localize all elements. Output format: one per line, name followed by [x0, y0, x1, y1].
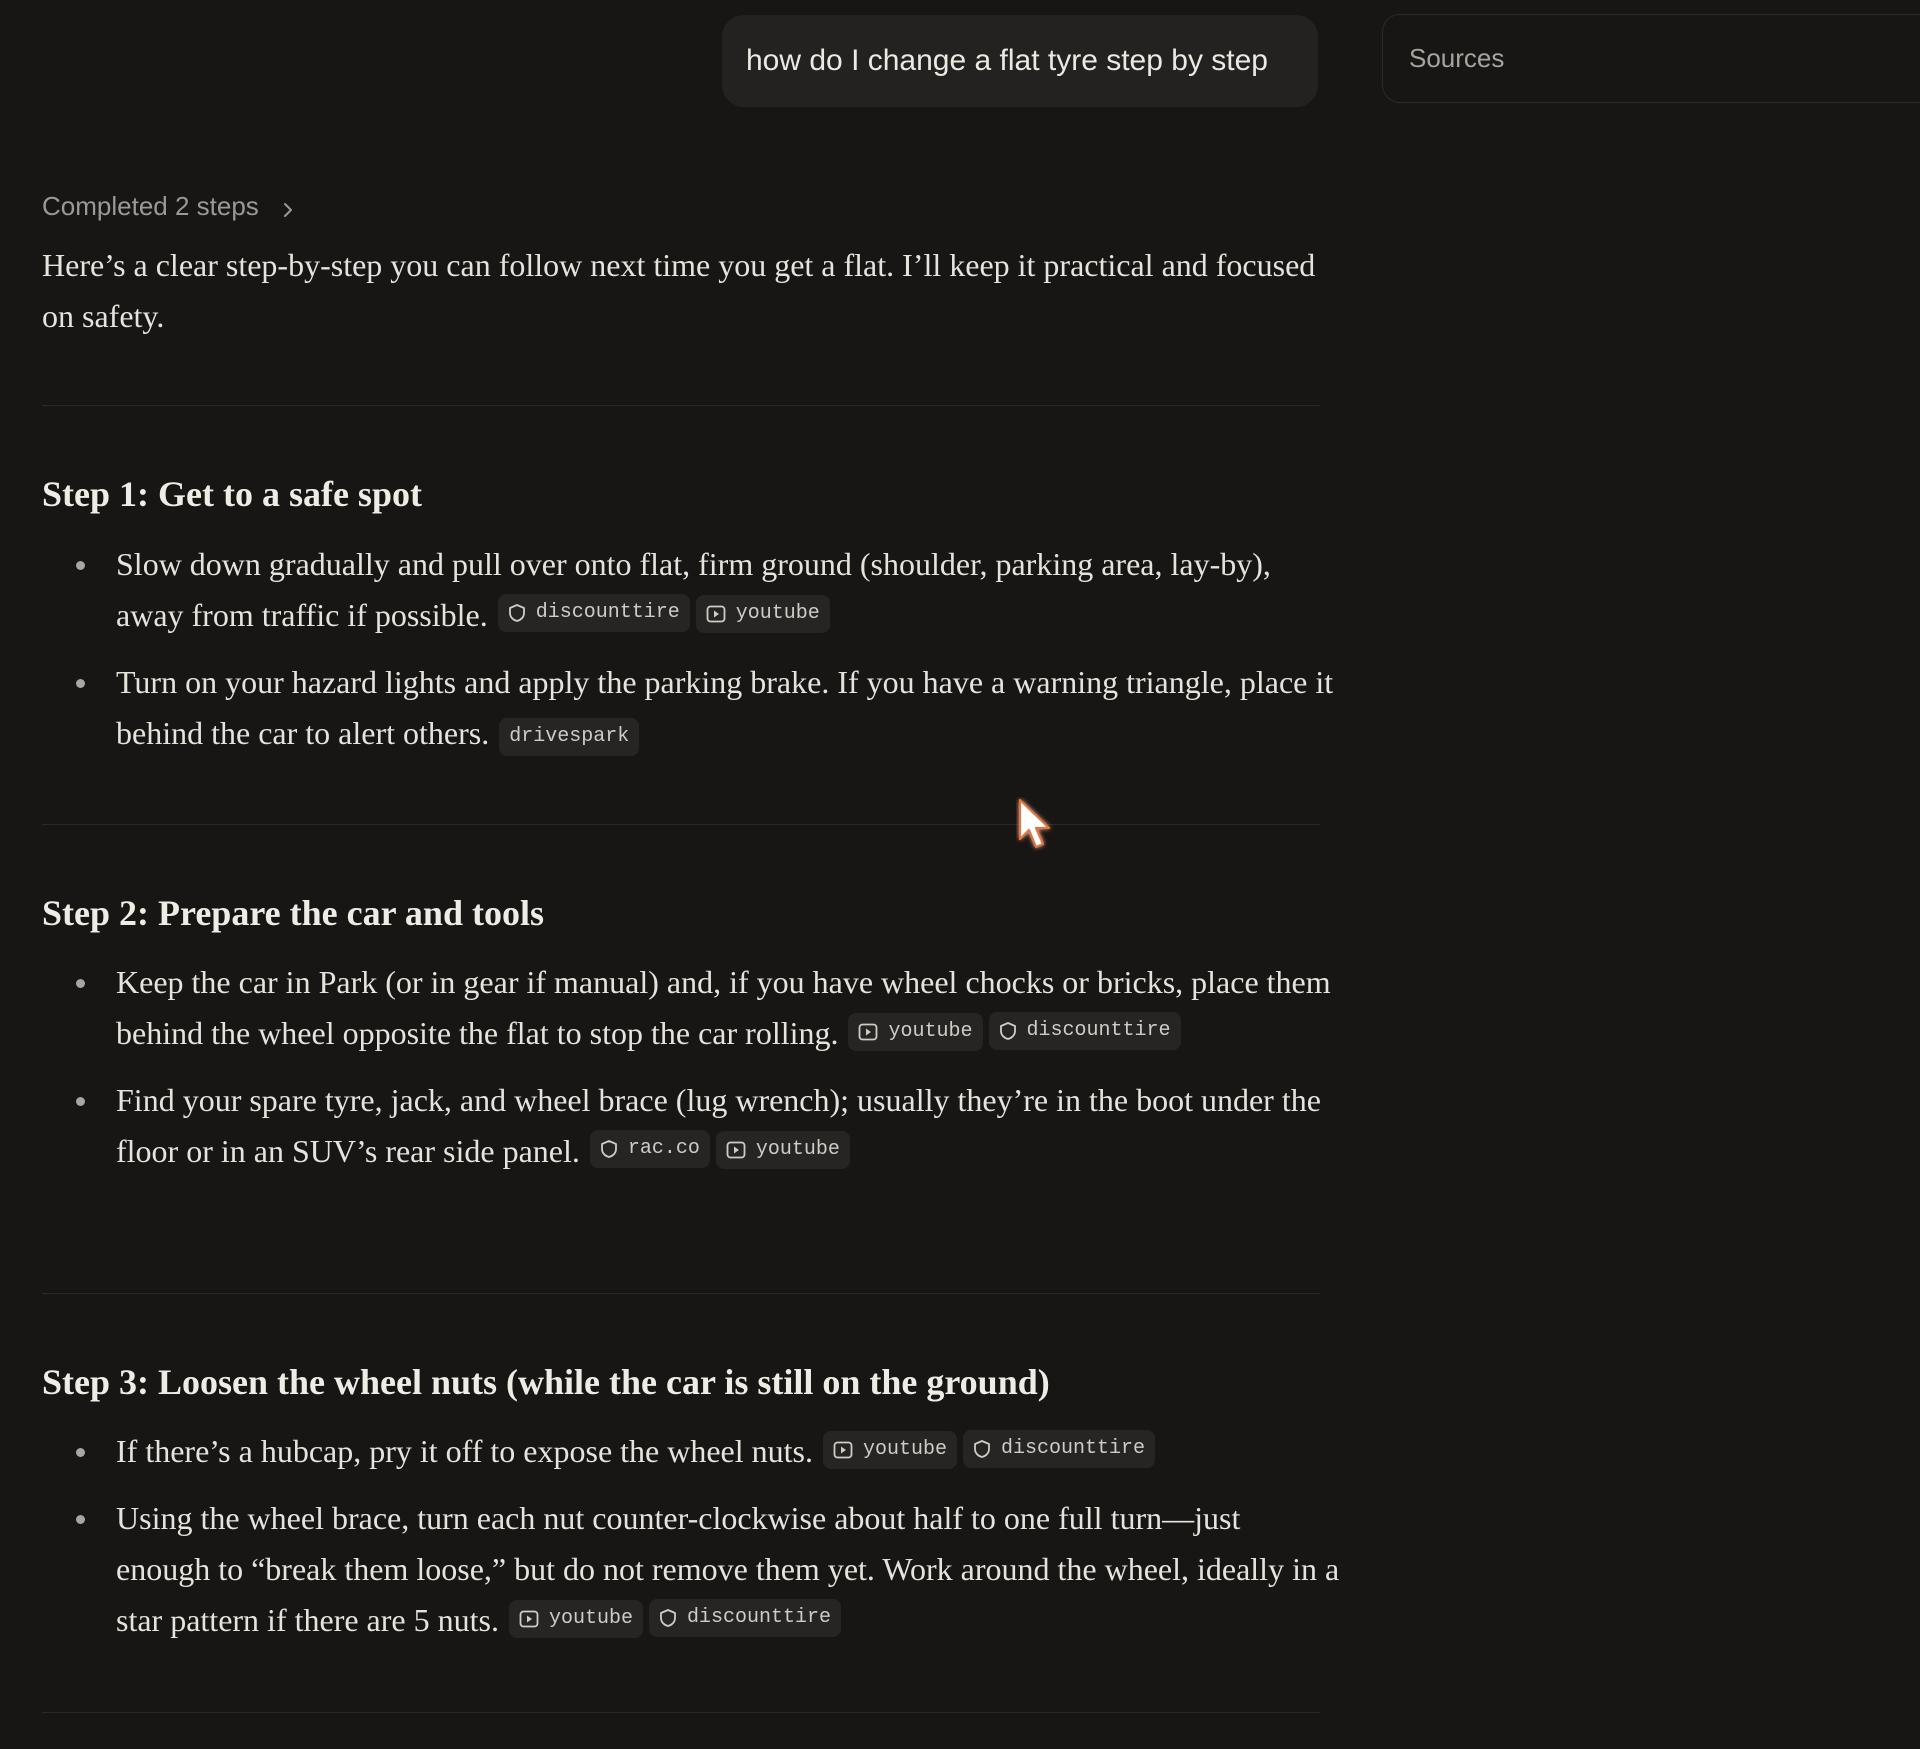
play-icon [858, 1023, 878, 1041]
response-intro: Here’s a clear step-by-step you can follow next time you get a flat. I’ll keep it practical and focused on safety. [42, 247, 1316, 334]
source-chip-rac[interactable]: rac.co [590, 1130, 710, 1168]
bullet-dot [76, 1448, 85, 1457]
completed-steps-toggle[interactable] [42, 187, 295, 225]
sources-label: Sources [1409, 43, 1505, 73]
list-item [42, 657, 1342, 759]
divider [42, 1293, 1320, 1294]
list-item [42, 539, 1342, 641]
bullet-text: Keep the car in Park (or in gear if manual) and, if you have wheel chocks or bricks, place them behind the wheel opposite the flat to stop the car rolling. [116, 964, 1331, 1051]
bullet-dot [76, 979, 85, 988]
list-item [42, 1075, 1342, 1177]
play-icon [519, 1610, 539, 1628]
step-3-heading: Step 3: Loosen the wheel nuts (while the car is still on the ground) [42, 1362, 1050, 1402]
bullet-text: Using the wheel brace, turn each nut counter-clockwise about half to one full turn—just enough to “break them loose,” but do not remove them yet. Work around the wheel, ideally in a star pattern if there are 5 nuts. [116, 1500, 1340, 1638]
list-item [42, 957, 1342, 1059]
step-1-list [42, 539, 1342, 775]
play-icon [706, 605, 726, 623]
bullet-dot [76, 679, 85, 688]
divider [42, 405, 1320, 406]
divider [42, 824, 1320, 825]
mouse-cursor-icon [1016, 797, 1056, 855]
completed-steps-label: Completed 2 steps [42, 190, 259, 221]
bullet-text: Slow down gradually and pull over onto flat, firm ground (shoulder, parking area, lay-by), away from traffic if possible. [116, 546, 1271, 633]
list-item [42, 1426, 1342, 1477]
bullet-dot [76, 1097, 85, 1106]
source-chip-youtube[interactable]: youtube [716, 1131, 850, 1169]
user-message-bubble [722, 15, 1318, 107]
shield-icon [508, 603, 526, 623]
divider [42, 1712, 1320, 1713]
bullet-dot [76, 561, 85, 570]
shield-icon [999, 1021, 1017, 1041]
step-2-list [42, 957, 1342, 1193]
source-chip-discounttire[interactable]: discounttire [963, 1430, 1155, 1468]
step-2-heading: Step 2: Prepare the car and tools [42, 893, 544, 933]
shield-icon [659, 1608, 677, 1628]
bullet-text: If there’s a hubcap, pry it off to expose the wheel nuts. [116, 1433, 813, 1469]
bullet-text: Turn on your hazard lights and apply the parking brake. If you have a warning triangle, place it behind the car to alert others. [116, 664, 1334, 751]
shield-icon [600, 1139, 618, 1159]
source-chip-youtube[interactable]: youtube [848, 1013, 982, 1051]
source-chip-youtube[interactable]: youtube [696, 595, 830, 633]
source-chip-drivespark[interactable]: drivespark [499, 718, 639, 756]
shield-icon [973, 1439, 991, 1459]
bullet-dot [76, 1515, 85, 1524]
list-item [42, 1493, 1342, 1646]
source-chip-discounttire[interactable]: discounttire [649, 1599, 841, 1637]
play-icon [726, 1141, 746, 1159]
user-message-text: how do I change a flat tyre step by step [746, 44, 1268, 77]
source-chip-youtube[interactable]: youtube [823, 1431, 957, 1469]
sources-panel[interactable] [1382, 14, 1920, 103]
source-chip-discounttire[interactable]: discounttire [498, 594, 690, 632]
chevron-right-icon [281, 196, 295, 216]
source-chip-youtube[interactable]: youtube [509, 1600, 643, 1638]
step-3-list [42, 1426, 1342, 1662]
play-icon [833, 1441, 853, 1459]
source-chip-discounttire[interactable]: discounttire [989, 1012, 1181, 1050]
step-1-heading: Step 1: Get to a safe spot [42, 474, 422, 514]
bullet-text: Find your spare tyre, jack, and wheel brace (lug wrench); usually they’re in the boot under the floor or in an SUV’s rear side panel. [116, 1082, 1321, 1169]
